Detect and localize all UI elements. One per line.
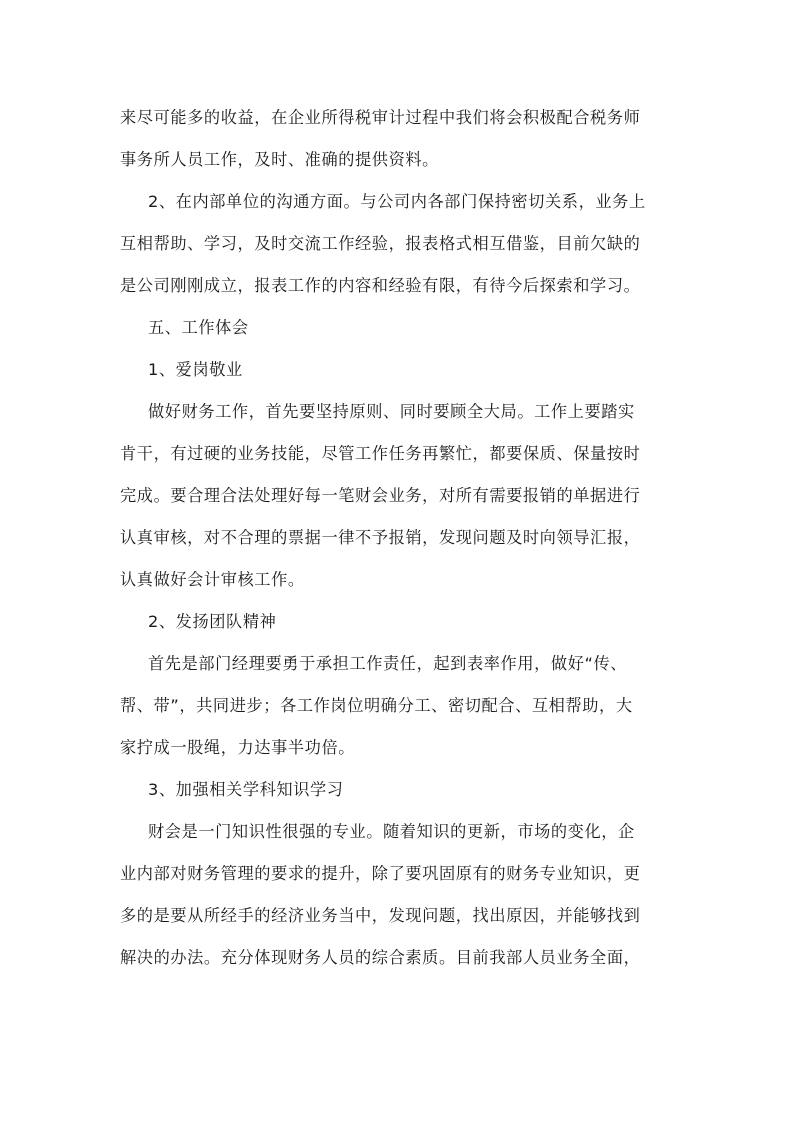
text-line: 来尽可能多的收益，在企业所得税审计过程中我们将会积极配合税务师 (120, 108, 641, 127)
text-line: 多的是要从所经手的经济业务当中，发现问题，找出原因，并能够找到 (120, 906, 641, 925)
text-line: 认真审核，对不合理的票据一律不予报销，发现问题及时向领导汇报， (120, 528, 641, 547)
text-line: 首先是部门经理要勇于承担工作责任，起到表率作用，做好“传、 (148, 654, 628, 673)
text-line: 事务所人员工作，及时、准确的提供资料。 (120, 150, 439, 169)
text-line: 财会是一门知识性很强的专业。随着知识的更新，市场的变化，企 (148, 822, 635, 841)
text-line: 认真做好会计审核工作。 (120, 570, 305, 589)
text-line: 是公司刚刚成立，报表工作的内容和经验有限，有待今后探索和学习。 (120, 276, 641, 295)
document-body (120, 97, 676, 979)
text-line: 家拧成一股绳，力达事半功倍。 (120, 738, 356, 757)
text-line: 3、加强相关学科知识学习 (148, 780, 344, 799)
text-line: 解决的办法。充分体现财务人员的综合素质。目前我部人员业务全面， (120, 948, 641, 967)
text-line: 肯干，有过硬的业务技能，尽管工作任务再繁忙，都要保质、保量按时 (120, 444, 641, 463)
text-line: 2、在内部单位的沟通方面。与公司内各部门保持密切关系，业务上 (148, 192, 646, 211)
text-line: 业内部对财务管理的要求的提升，除了要巩固原有的财务专业知识，更 (120, 864, 641, 883)
text-line: 互相帮助、学习，及时交流工作经验，报表格式相互借鉴，目前欠缺的 (120, 234, 641, 253)
text-line: 五、工作体会 (148, 318, 249, 337)
text-line: 2、发扬团队精神 (148, 612, 277, 631)
text-line: 完成。要合理合法处理好每一笔财会业务，对所有需要报销的单据进行 (120, 486, 641, 505)
text-line: 帮、带”，共同进步；各工作岗位明确分工、密切配合、互相帮助，大 (120, 696, 633, 715)
text-line: 1、爱岗敬业 (148, 360, 243, 379)
text-line: 做好财务工作，首先要坚持原则、同时要顾全大局。工作上要踏实 (148, 402, 635, 421)
